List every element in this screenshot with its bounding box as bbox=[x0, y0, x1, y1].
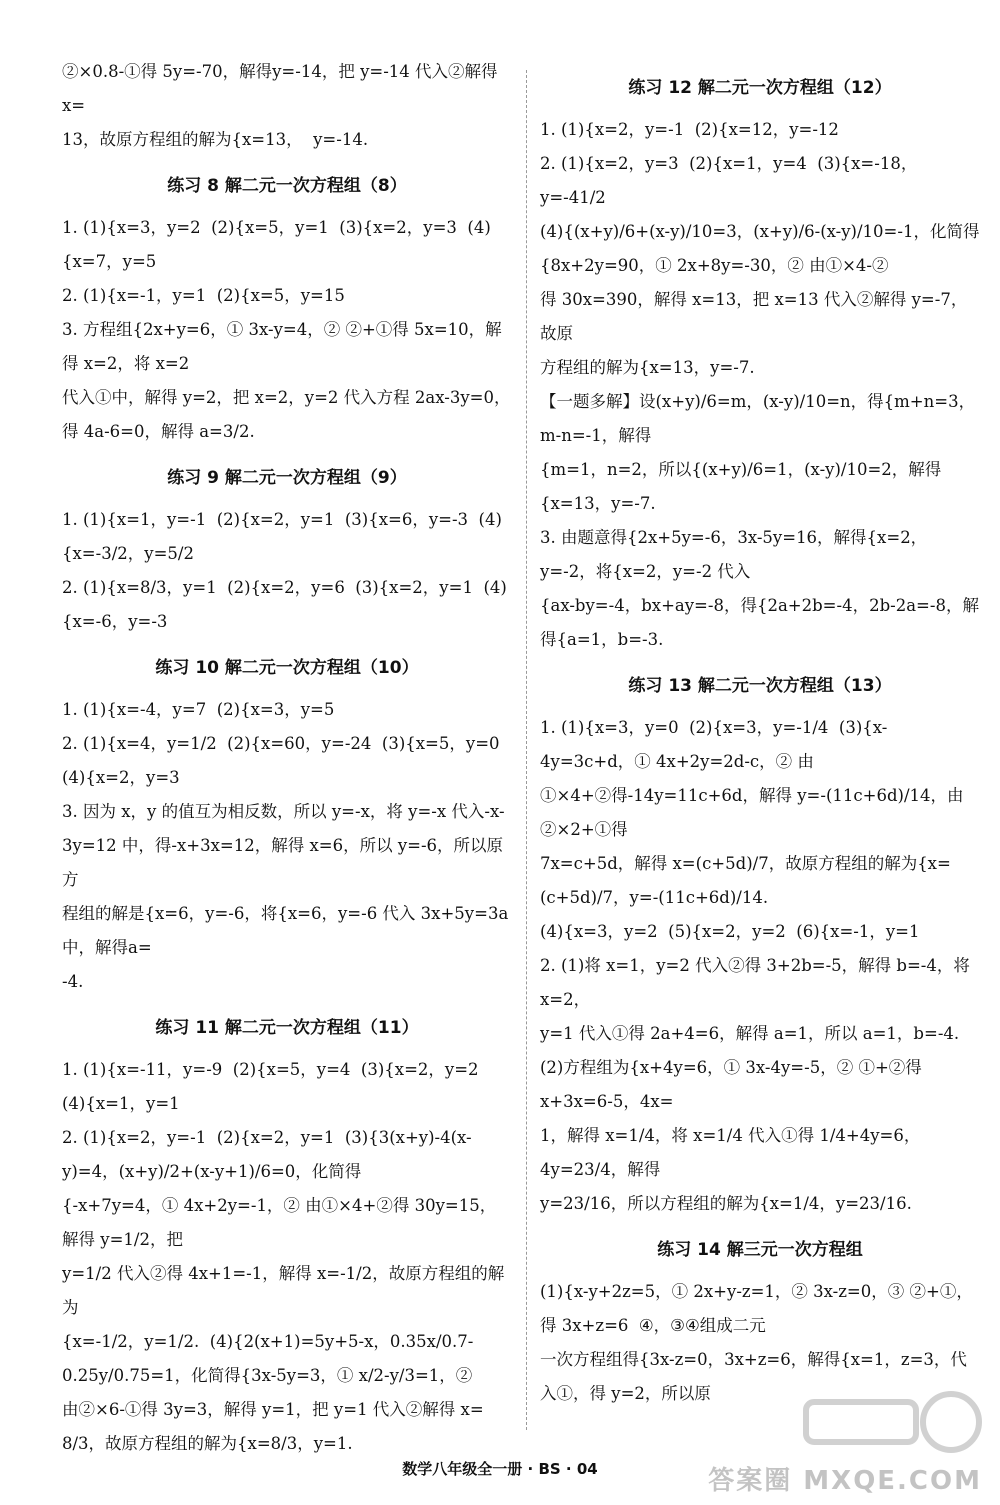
column-divider bbox=[526, 70, 528, 1430]
text-line: y=1/2 代入②得 4x+1=-1，解得 x=-1/2，故原方程组的解为 bbox=[62, 1264, 505, 1317]
text-line: (4){x=3，y=2 (5){x=2，y=2 (6){x=-1，y=1 bbox=[540, 922, 920, 941]
section-heading-10: 练习 10 解二元一次方程组（10） bbox=[155, 658, 419, 678]
text-line: 13，故原方程组的解为{x=13， y=-14. bbox=[62, 130, 369, 149]
section-heading-12: 练习 12 解二元一次方程组（12） bbox=[628, 78, 892, 98]
text-line: 【一题多解】设(x+y)/6=m，(x-y)/10=n，得{m+n=3，m-n=-1，解得 bbox=[540, 392, 976, 445]
text-line: 得 30x=390，解得 x=13，把 x=13 代入②解得 y=-7，故原 bbox=[540, 290, 968, 343]
text-line: y=23/16，所以方程组的解为{x=1/4，y=23/16. bbox=[540, 1194, 912, 1213]
section-heading-9: 练习 9 解二元一次方程组（9） bbox=[167, 468, 407, 488]
section-heading-13: 练习 13 解二元一次方程组（13） bbox=[628, 676, 892, 696]
text-line: 1. (1){x=1，y=-1 (2){x=2，y=1 (3){x=6，y=-3 (4){x=-3/2，y=5/2 bbox=[62, 510, 502, 563]
text-line: 1. (1){x=2，y=-1 (2){x=12，y=-12 bbox=[540, 120, 839, 139]
text-line: 3. 由题意得{2x+5y=-6，3x-5y=16，解得{x=2，y=-2，将{x=2，y=-2 代入 bbox=[540, 528, 928, 581]
text-line: 代入①中，解得 y=2，把 x=2，y=2 代入方程 2ax-3y=0， bbox=[62, 388, 511, 407]
text-line: 1. (1){x=3，y=2 (2){x=5，y=1 (3){x=2，y=3 (4){x=7，y=5 bbox=[62, 218, 491, 271]
text-line: 2. (1){x=8/3，y=1 (2){x=2，y=6 (3){x=2，y=1 (4){x=-6，y=-3 bbox=[62, 578, 507, 631]
text-line: 1. (1){x=3，y=0 (2){x=3，y=-1/4 (3){x-4y=3c+d，① 4x+2y=2d-c，② 由 bbox=[540, 718, 888, 771]
text-line: 程组的解是{x=6，y=-6，将{x=6，y=-6 代入 3x+5y=3a 中，解得a= bbox=[62, 904, 514, 957]
text-line: ②×0.8-①得 5y=-70，解得y=-14，把 y=-14 代入②解得 x= bbox=[62, 62, 503, 115]
text-line: 3. 方程组{2x+y=6，① 3x-y=4，② ②+①得 5x=10，解得 x=2，将 x=2 bbox=[62, 320, 502, 373]
text-line: 1. (1){x=-11，y=-9 (2){x=5，y=4 (3){x=2，y=2 (4){x=1，y=1 bbox=[62, 1060, 490, 1113]
watermark-text: 答案圈 MXQE.COM bbox=[708, 1466, 982, 1496]
text-line: (1){x-y+2z=5，① 2x+y-z=1，② 3x-z=0，③ ②+①，得 3x+z=6 ④，③④组成二元 bbox=[540, 1282, 973, 1335]
text-line: 8/3，故原方程组的解为{x=8/3，y=1. bbox=[62, 1434, 353, 1453]
text-line: 由②×6-①得 3y=3，解得 y=1，把 y=1 代入②解得 x= bbox=[62, 1400, 484, 1419]
left-column bbox=[62, 55, 512, 1461]
text-line: {ax-by=-4，bx+ay=-8，得{2a+2b=-4，2b-2a=-8，解得{a=1，b=-3. bbox=[540, 596, 979, 649]
text-line: 1，解得 x=1/4，将 x=1/4 代入①得 1/4+4y=6，4y=23/4，解得 bbox=[540, 1126, 921, 1179]
text-line: 2. (1)将 x=1，y=2 代入②得 3+2b=-5，解得 b=-4，将 x=2， bbox=[540, 956, 976, 1009]
text-line: 3. 因为 x，y 的值互为相反数，所以 y=-x，将 y=-x 代入-x- bbox=[62, 802, 505, 821]
text-line: {m=1，n=2，所以{(x+y)/6=1，(x-y)/10=2，解得{x=13，y=-7. bbox=[540, 460, 942, 513]
text-line: 2. (1){x=2，y=3 (2){x=1，y=4 (3){x=-18，y=-41/2 bbox=[540, 154, 918, 207]
text-line: {x=-1/2，y=1/2. (4){2(x+1)=5y+5-x，0.35x/0.7-0.25y/0.75=1，化简得{3x-5y=3，① x/2-y/3=1，② bbox=[62, 1332, 474, 1385]
text-line: 3y=12 中，得-x+3x=12，解得 x=6，所以 y=-6，所以原方 bbox=[62, 836, 504, 889]
section-heading-14: 练习 14 解三元一次方程组 bbox=[657, 1240, 863, 1260]
text-line: 一次方程组得{3x-z=0，3x+z=6，解得{x=1，z=3，代入①，得 y=2，所以原 bbox=[540, 1350, 967, 1403]
text-line: 7x=c+5d，解得 x=(c+5d)/7，故原方程组的解为{x=(c+5d)/7，y=-(11c+6d)/14. bbox=[540, 854, 951, 907]
text-line: y=1 代入①得 2a+4=6，解得 a=1，所以 a=1，b=-4. bbox=[540, 1024, 960, 1043]
section-heading-11: 练习 11 解二元一次方程组（11） bbox=[155, 1018, 419, 1038]
text-line: 2. (1){x=4，y=1/2 (2){x=60，y=-24 (3){x=5，y=0 (4){x=2，y=3 bbox=[62, 734, 511, 787]
text-line: 2. (1){x=-1，y=1 (2){x=5，y=15 bbox=[62, 286, 345, 305]
text-line: 1. (1){x=-4，y=7 (2){x=3，y=5 bbox=[62, 700, 335, 719]
section-heading-8: 练习 8 解二元一次方程组（8） bbox=[167, 176, 407, 196]
text-line: (4){(x+y)/6+(x-y)/10=3，(x+y)/6-(x-y)/10=-1，化简得{8x+2y=90，① 2x+8y=-30，② 由①×4-② bbox=[540, 222, 980, 275]
text-line: 2. (1){x=2，y=-1 (2){x=2，y=1 (3){3(x+y)-4(x-y)=4，(x+y)/2+(x-y+1)/6=0，化简得 bbox=[62, 1128, 472, 1181]
page-footer: 数学八年级全一册 · BS · 04 bbox=[402, 1460, 598, 1478]
right-column bbox=[540, 55, 980, 1411]
text-line: -4. bbox=[62, 972, 84, 991]
text-line: 得 4a-6=0，解得 a=3/2. bbox=[62, 422, 255, 441]
text-line: 方程组的解为{x=13，y=-7. bbox=[540, 358, 755, 377]
text-line: (2)方程组为{x+4y=6，① 3x-4y=-5，② ①+②得 x+3x=6-5，4x= bbox=[540, 1058, 928, 1111]
text-line: ①×4+②得-14y=11c+6d，解得 y=-(11c+6d)/14，由②×2+①得 bbox=[540, 786, 964, 839]
text-line: {-x+7y=4，① 4x+2y=-1，② 由①×4+②得 30y=15，解得 y=1/2，把 bbox=[62, 1196, 497, 1249]
